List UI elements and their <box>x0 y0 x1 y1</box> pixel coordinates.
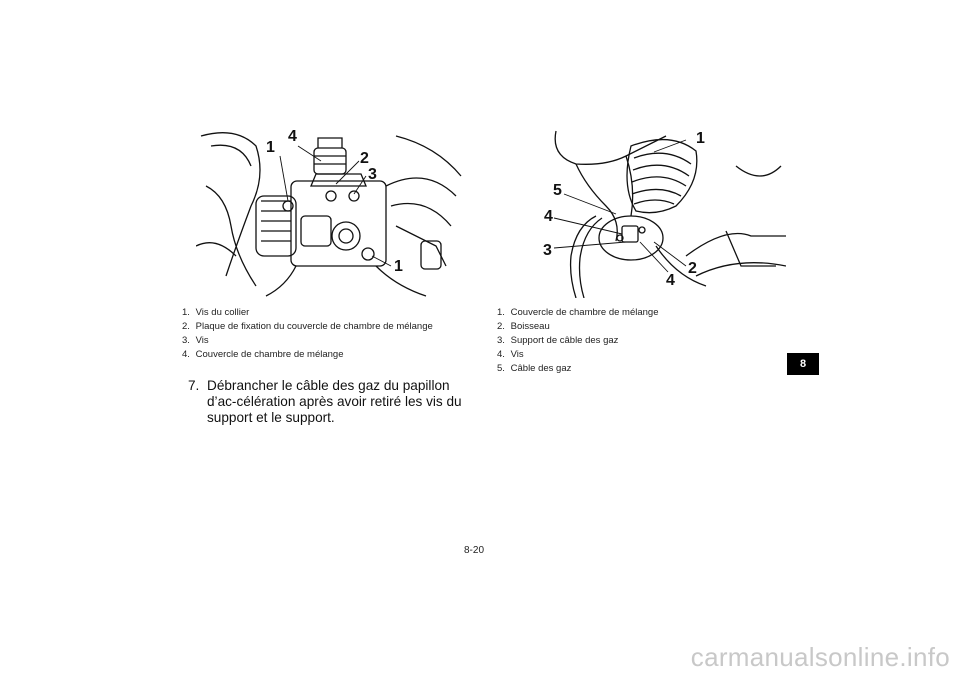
callout-5: 5 <box>553 182 562 199</box>
procedure-step <box>188 378 473 426</box>
caption-item: 2. Boisseau <box>497 321 550 332</box>
carburetor-illustration <box>196 126 466 298</box>
caption-item: 1. Vis du collier <box>182 307 250 318</box>
mixing-chamber-drawing <box>536 126 786 298</box>
callout-1b: 1 <box>394 258 403 275</box>
chapter-tab: 8 <box>787 353 819 375</box>
callout-3: 3 <box>368 166 377 183</box>
callout-3: 3 <box>543 242 552 259</box>
step-number: 7. <box>188 378 200 393</box>
callout-2: 2 <box>360 150 369 167</box>
caption-item: 4. Vis <box>497 349 524 360</box>
callout-1: 1 <box>266 139 275 156</box>
page-number: 8-20 <box>464 545 485 556</box>
callout-1: 1 <box>696 130 705 147</box>
callout-4b: 4 <box>666 272 675 289</box>
step-text: Débrancher le câble des gaz du papillon d’ac-célération après avoir retiré les vis du support et le support. <box>207 378 462 425</box>
caption-item: 2. Plaque de fixation du couvercle de chambre de mélange <box>182 321 433 332</box>
callout-4: 4 <box>288 128 297 145</box>
callout-4: 4 <box>544 208 553 225</box>
mixing-chamber-illustration <box>536 126 786 298</box>
caption-item: 4. Couvercle de chambre de mélange <box>182 349 344 360</box>
caption-item: 1. Couvercle de chambre de mélange <box>497 307 659 318</box>
carburetor-drawing <box>196 126 466 298</box>
caption-item: 5. Câble des gaz <box>497 363 572 374</box>
callout-2: 2 <box>688 260 697 277</box>
left-figure-captions <box>182 306 433 362</box>
caption-item: 3. Vis <box>182 335 209 346</box>
right-figure-captions <box>497 306 659 376</box>
watermark: carmanualsonline.info <box>690 642 950 672</box>
caption-item: 3. Support de câble des gaz <box>497 335 619 346</box>
